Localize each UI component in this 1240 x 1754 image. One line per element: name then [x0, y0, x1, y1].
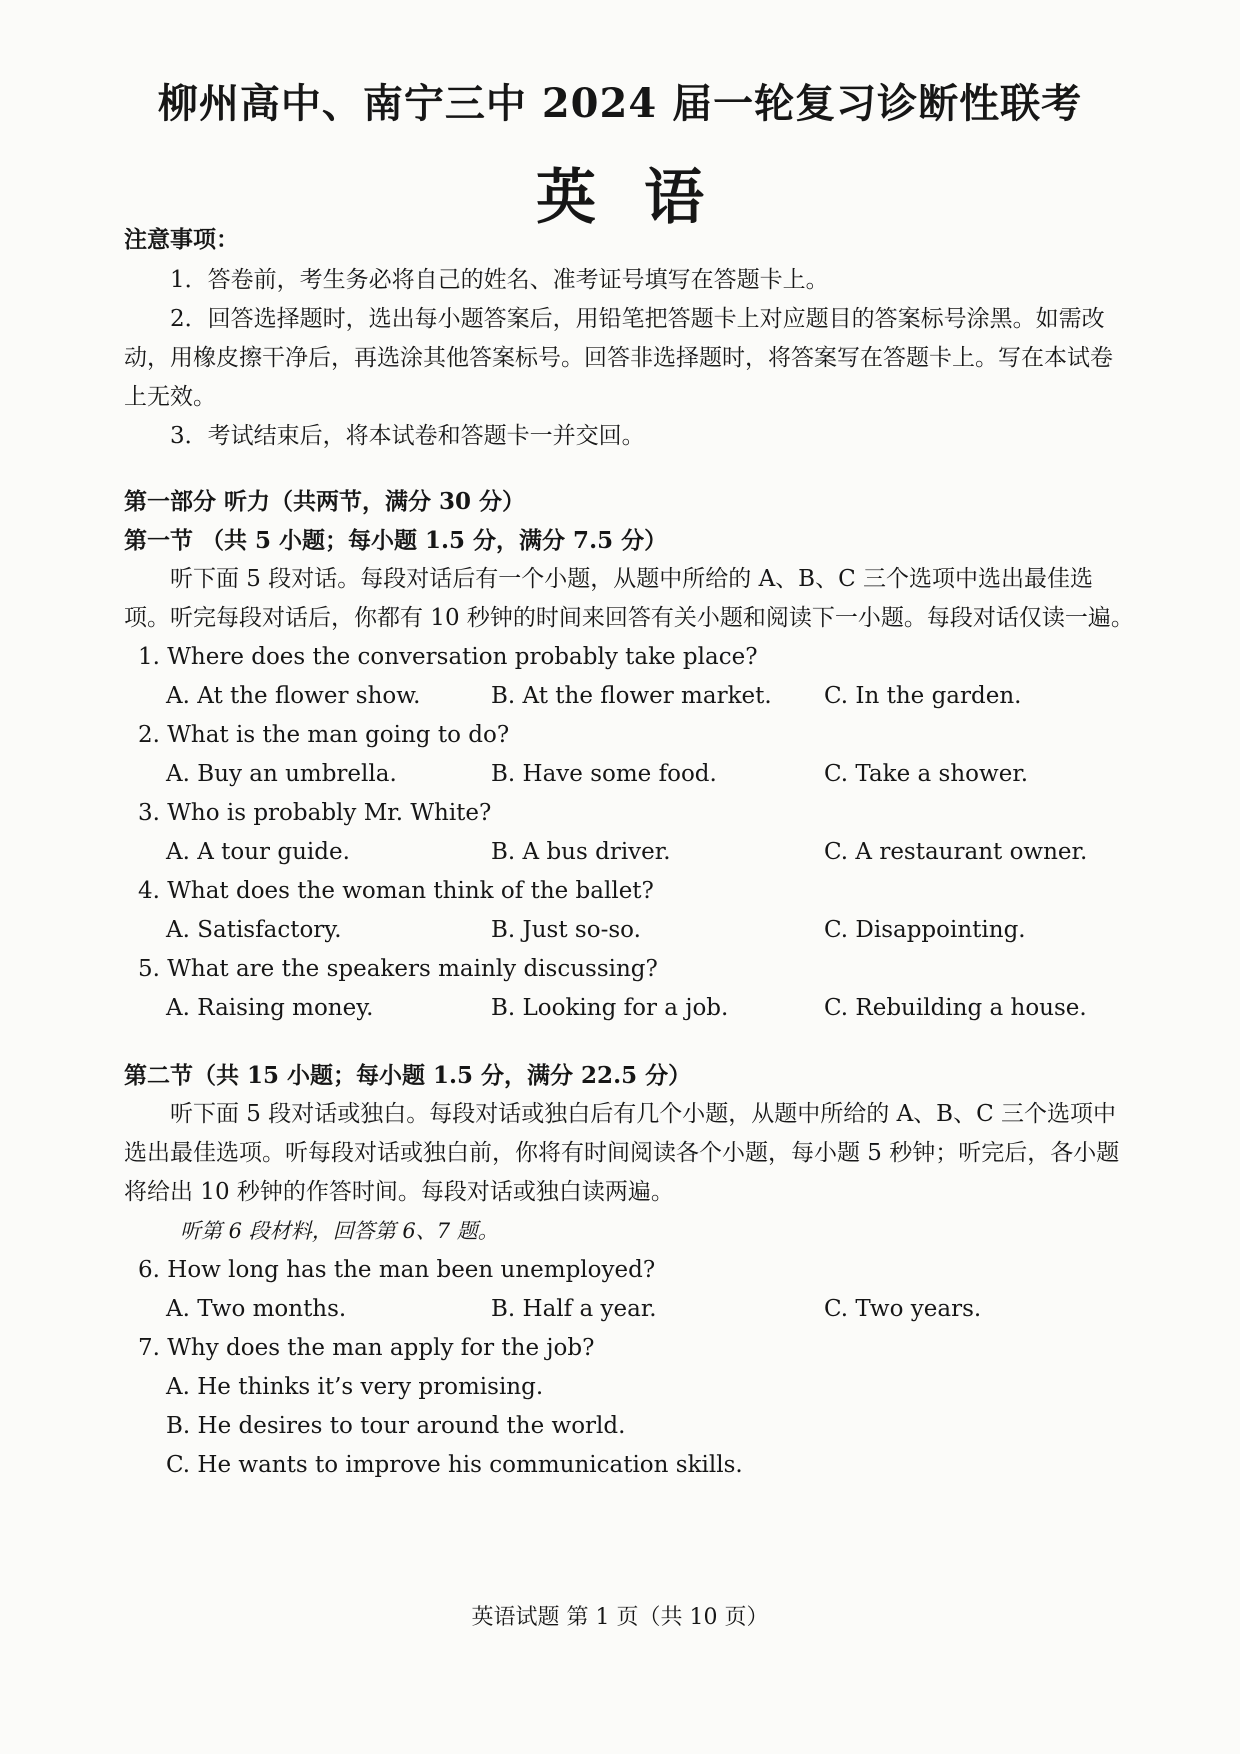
option-b: B. Just so-so. — [491, 917, 641, 943]
question-6 — [124, 1251, 1134, 1329]
option-a: A. At the flower show. — [166, 683, 421, 709]
question-options — [124, 755, 1134, 794]
option-c: C. Rebuilding a house. — [824, 995, 1087, 1021]
notice-item-2: 2．回答选择题时，选出每小题答案后，用铅笔把答题卡上对应题目的答案标号涂黑。如需改动，用橡皮擦干净后，再选涂其他答案标号。回答非选择题时，将答案写在答题卡上。写在本试卷上无效。 — [124, 306, 1113, 410]
option-c: C. In the garden. — [824, 683, 1022, 709]
option-a: A. Buy an umbrella. — [166, 761, 397, 787]
question-stem: 4. What does the woman think of the ballet? — [138, 878, 654, 904]
question-5 — [124, 950, 1134, 1028]
question-3 — [124, 794, 1134, 872]
option-c: C. Disappointing. — [824, 917, 1026, 943]
question-stem: 7. Why does the man apply for the job? — [138, 1335, 595, 1361]
question-2 — [124, 716, 1134, 794]
page-content — [124, 220, 1134, 1485]
option-b: B. A bus driver. — [491, 839, 671, 865]
page-footer: 英语试题 第 1 页（共 10 页） — [471, 1605, 769, 1630]
section2-heading: 第二节（共 15 小题；每小题 1.5 分，满分 22.5 分） — [124, 1062, 692, 1089]
option-a: A. Two months. — [166, 1296, 347, 1322]
option-c: C. Take a shower. — [824, 761, 1029, 787]
option-a: A. Satisfactory. — [166, 917, 342, 943]
notice-heading: 注意事项： — [124, 226, 239, 253]
option-b: B. He desires to tour around the world. — [166, 1413, 626, 1439]
section1-instructions: 听下面 5 段对话。每段对话后有一个小题，从题中所给的 A、B、C 三个选项中选出最佳选项。听完每段对话后，你都有 10 秒钟的时间来回答有关小题和阅读下一小题。每段对话仅读一遍。 — [124, 566, 1134, 631]
question-stem: 2. What is the man going to do? — [138, 722, 510, 748]
option-b: B. Half a year. — [491, 1296, 657, 1322]
question-1 — [124, 638, 1134, 716]
question-stem: 6. How long has the man been unemployed? — [138, 1257, 656, 1283]
question-options — [124, 677, 1134, 716]
question-stem: 5. What are the speakers mainly discussing? — [138, 956, 658, 982]
question-options — [124, 989, 1134, 1028]
section2-instructions: 听下面 5 段对话或独白。每段对话或独白后有几个小题，从题中所给的 A、B、C 三个选项中选出最佳选项。听每段对话或独白前，你将有时间阅读各个小题，每小题 5 秒钟；听完后，各小题将给出 10 秒钟的作答时间。每段对话或独白读两遍。 — [124, 1101, 1120, 1205]
option-a: A. A tour guide. — [166, 839, 350, 865]
question-4 — [124, 872, 1134, 950]
option-b: B. Looking for a job. — [491, 995, 729, 1021]
option-a: A. Raising money. — [166, 995, 374, 1021]
exam-title: 柳州高中、南宁三中 2024 届一轮复习诊断性联考 — [157, 80, 1083, 127]
question-options — [124, 833, 1134, 872]
question-options — [124, 911, 1134, 950]
option-c: C. He wants to improve his communication skills. — [166, 1452, 743, 1478]
notice-item-1: 1．答卷前，考生务必将自己的姓名、准考证号填写在答题卡上。 — [170, 267, 829, 293]
option-a: A. He thinks it’s very promising. — [166, 1374, 544, 1400]
question-7 — [124, 1329, 1134, 1485]
question-options — [124, 1290, 1134, 1329]
option-b: B. At the flower market. — [491, 683, 772, 709]
option-b: B. Have some food. — [491, 761, 717, 787]
notice-item-3: 3．考试结束后，将本试卷和答题卡一并交回。 — [170, 423, 645, 449]
subject-title: 英语 — [536, 163, 752, 233]
section1-heading: 第一节 （共 5 小题；每小题 1.5 分，满分 7.5 分） — [124, 527, 668, 554]
part1-heading: 第一部分 听力（共两节，满分 30 分） — [124, 488, 526, 515]
question-stem: 3. Who is probably Mr. White? — [138, 800, 492, 826]
material-hint: 听第 6 段材料，回答第 6、7 题。 — [180, 1219, 499, 1243]
question-stem: 1. Where does the conversation probably take place? — [138, 644, 758, 670]
option-c: C. A restaurant owner. — [824, 839, 1088, 865]
option-c: C. Two years. — [824, 1296, 982, 1322]
